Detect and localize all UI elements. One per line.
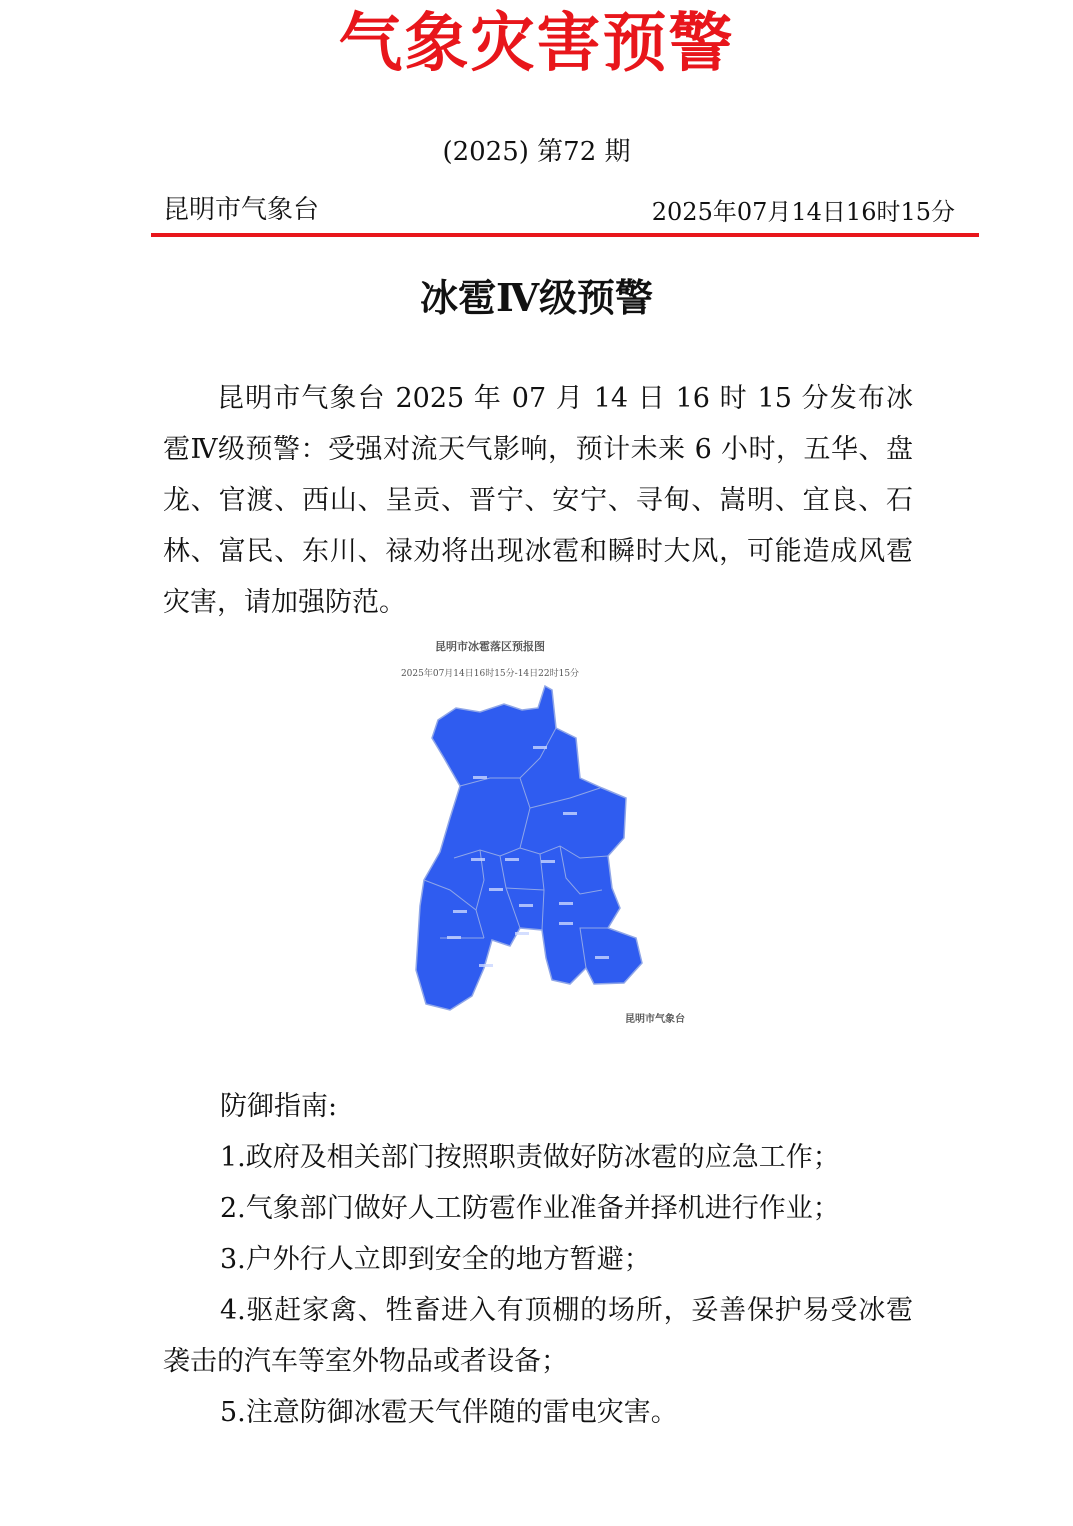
district-label-marker (515, 932, 529, 935)
issue-datetime: 2025年07月14日16时15分 (651, 198, 955, 226)
red-divider (151, 233, 979, 237)
warning-body: 昆明市气象台 2025 年 07 月 14 日 16 时 15 分发布冰雹Ⅳ级预警：受强对流天气影响，预计未来 6 小时，五华、盘龙、官渡、西山、呈贡、晋宁、安宁、寻甸、嵩明、宜良、石林、富民、东川、禄劝将出现冰雹和瞬时大风，可能造成风雹灾害，请加强防范。 (163, 383, 913, 618)
kunming-region-shape (416, 686, 642, 1010)
guide-item: 4.驱赶家禽、牲畜进入有顶棚的场所，妥善保护易受冰雹袭击的汽车等室外物品或者设备； (163, 1295, 913, 1377)
district-label-marker (473, 776, 487, 779)
district-label-marker (505, 858, 519, 861)
district-label-marker (533, 746, 547, 749)
district-label-marker (559, 922, 573, 925)
map-svg (380, 628, 700, 1048)
guide-heading: 防御指南: (220, 1091, 338, 1122)
district-label-marker (479, 964, 493, 967)
issue-number: (2025) 第72 期 (442, 137, 631, 167)
district-label-marker (563, 812, 577, 815)
district-label-marker (489, 888, 503, 891)
map-title: 昆明市冰雹落区预报图 (435, 640, 545, 653)
guide-item: 3.户外行人立即到安全的地方暂避； (220, 1244, 651, 1275)
masthead-title: 气象灾害预警 (338, 7, 735, 81)
district-label-marker (471, 858, 485, 861)
district-label-marker (559, 902, 573, 905)
district-label-marker (541, 860, 555, 863)
guide-item: 1.政府及相关部门按照职责做好防冰雹的应急工作； (220, 1142, 840, 1173)
guide-item: 2.气象部门做好人工防雹作业准备并择机进行作业； (220, 1193, 840, 1224)
guide-list (163, 1132, 913, 1438)
warning-title: 冰雹Ⅳ级预警 (419, 275, 654, 320)
map-subtitle: 2025年07月14日16时15分-14日22时15分 (400, 669, 580, 679)
hail-forecast-map (380, 628, 700, 1048)
issuer-name: 昆明市气象台 (163, 195, 320, 225)
map-credit: 昆明市气象台 (625, 1014, 685, 1025)
district-label-marker (519, 904, 533, 907)
district-label-marker (453, 910, 467, 913)
district-label-marker (447, 936, 461, 939)
guide-item: 5.注意防御冰雹天气伴随的雷电灾害。 (220, 1397, 678, 1428)
district-label-marker (595, 956, 609, 959)
